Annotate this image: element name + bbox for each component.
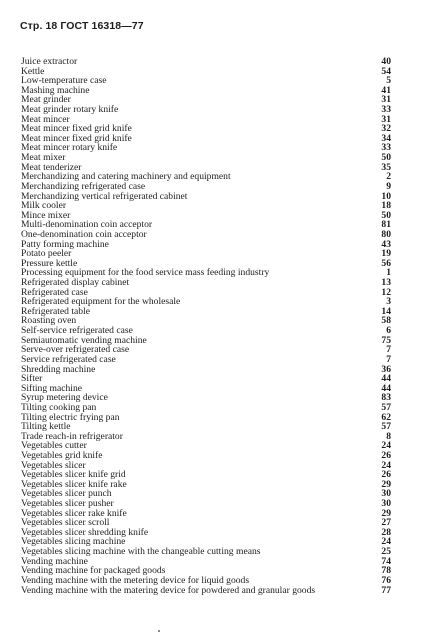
speck-mark	[158, 630, 160, 632]
index-entry	[21, 105, 391, 115]
entry-term: Vegetables slicer knife grid	[21, 469, 126, 481]
entry-page-number: 31	[381, 94, 391, 106]
entry-page-number: 56	[381, 257, 391, 269]
entry-page-number: 3	[386, 296, 391, 308]
entry-term: Vegetables slicer knife rake	[21, 478, 127, 490]
entry-term: Vegetables grid knife	[21, 449, 103, 461]
index-entry	[21, 307, 391, 317]
entry-term: Meat mincer fixed grid knife	[21, 132, 132, 144]
entry-page-number: 7	[386, 344, 391, 356]
entry-page-number: 43	[381, 238, 391, 250]
entry-page-number: 30	[381, 498, 391, 510]
entry-page-number: 8	[386, 430, 391, 442]
entry-term: Meat mincer	[21, 113, 70, 125]
entry-page-number: 29	[381, 478, 391, 490]
entry-term: Processing equipment for the food service mass feeding industry	[21, 267, 270, 279]
entry-page-number: 14	[381, 305, 391, 317]
entry-term: Multi-denomination coin acceptor	[21, 219, 153, 231]
entry-term: Mashing machine	[21, 84, 90, 96]
entry-page-number: 12	[381, 286, 391, 298]
entry-page-number: 40	[381, 56, 391, 67]
entry-page-number: 24	[381, 536, 391, 548]
entry-page-number: 57	[381, 421, 391, 433]
entry-page-number: 5	[386, 75, 391, 87]
entry-term: Roasting oven	[21, 315, 77, 327]
entry-page-number: 10	[381, 190, 391, 202]
entry-page-number: 24	[381, 440, 391, 452]
entry-term: Service refrigerated case	[21, 353, 116, 365]
entry-term: Meat mixer	[21, 152, 66, 164]
entry-page-number: 1	[386, 267, 391, 279]
entry-term: Sifter	[21, 373, 43, 385]
entry-term: Vegetables slicer punch	[21, 488, 112, 500]
entry-term: Mince mixer	[21, 209, 71, 221]
entry-page-number: 34	[381, 132, 391, 144]
index-entry	[21, 201, 391, 211]
entry-term: Serve-over refrigerated case	[21, 344, 130, 356]
entry-term: Tilting kettle	[21, 421, 71, 433]
entry-term: Vegetables slicer pusher	[21, 498, 114, 510]
index-entry	[21, 192, 391, 202]
entry-page-number: 35	[381, 161, 391, 173]
entry-page-number: 78	[381, 565, 391, 577]
entry-page-number: 13	[381, 277, 391, 289]
entry-page-number: 26	[381, 469, 391, 481]
entry-term: Meat tenderizer	[21, 161, 82, 173]
entry-term: Vegetables slicing machine	[21, 536, 126, 548]
entry-page-number: 80	[381, 228, 391, 240]
entry-page-number: 44	[381, 382, 391, 394]
entry-page-number: 2	[386, 171, 391, 183]
entry-term: Milk cooler	[21, 200, 67, 212]
entry-page-number: 7	[386, 353, 391, 365]
entry-page-number: 29	[381, 507, 391, 519]
entry-page-number: 33	[381, 142, 391, 154]
entry-term: Vegetables slicer shredding knife	[21, 526, 149, 538]
entry-term: Vegetables cutter	[21, 440, 87, 452]
entry-term: Potato peeler	[21, 248, 72, 260]
entry-term: Meat grinder rotary knife	[21, 104, 119, 116]
entry-term: Vegetables slicer scroll	[21, 517, 110, 529]
index-entry	[21, 57, 391, 67]
entry-page-number: 6	[386, 325, 391, 337]
entry-term: Sifting machine	[21, 382, 83, 394]
entry-term: Tilting cooking pan	[21, 401, 97, 413]
entry-page-number: 74	[381, 555, 391, 567]
entry-page-number: 50	[381, 152, 391, 164]
entry-term: Shredding machine	[21, 363, 96, 375]
entry-term: Self-service refrigerated case	[21, 325, 133, 337]
index-entry	[21, 365, 391, 375]
entry-page-number: 33	[381, 104, 391, 116]
entry-page-number: 19	[381, 248, 391, 260]
entry-page-number: 77	[381, 584, 391, 596]
entry-page-number: 58	[381, 315, 391, 327]
entry-term: Patty forming machine	[21, 238, 109, 250]
entry-term: Meat mincer fixed grid knife	[21, 123, 132, 135]
entry-term: Vegetables slicer	[21, 459, 86, 471]
entry-term: Meat mincer rotary knife	[21, 142, 118, 154]
entry-page-number: 50	[381, 209, 391, 221]
entry-term: Refrigerated equipment for the wholesale	[21, 296, 181, 308]
entry-page-number: 62	[381, 411, 391, 423]
entry-page-number: 27	[381, 517, 391, 529]
entry-term: Vending machine with the matering device for powdered and granular goods	[21, 584, 316, 596]
entry-page-number: 54	[381, 65, 391, 77]
page-header: Стр. 18 ГОСТ 16318—77	[20, 20, 144, 32]
entry-page-number: 25	[381, 546, 391, 558]
entry-term: Juice extractor	[21, 56, 78, 67]
entry-page-number: 18	[381, 200, 391, 212]
entry-page-number: 9	[386, 180, 391, 192]
entry-page-number: 32	[381, 123, 391, 135]
entry-page-number: 26	[381, 449, 391, 461]
entry-term: Merchandizing refrigerated case	[21, 180, 146, 192]
index-entry	[21, 143, 391, 153]
entry-page-number: 41	[381, 84, 391, 96]
entry-term: Low-temperature case	[21, 75, 107, 87]
entry-term: Refrigerated case	[21, 286, 88, 298]
entry-term: Vegetables slicer rake knife	[21, 507, 127, 519]
entry-term: One-denomination coin acceptor	[21, 228, 147, 240]
entry-page-number: 75	[381, 334, 391, 346]
entry-term: Meat grinder	[21, 94, 71, 106]
index-entry	[21, 413, 391, 423]
entry-term: Merchandizing and catering machinery and equipment	[21, 171, 231, 183]
entry-term: Tilting electric frying pan	[21, 411, 120, 423]
entry-term: Trade reach-in refrigerator	[21, 430, 123, 442]
entry-term: Vegetables slicing machine with the changeable cutting means	[21, 546, 261, 558]
index-entry	[21, 240, 391, 250]
index-entry	[21, 586, 391, 596]
entry-page-number: 44	[381, 373, 391, 385]
entry-term: Vending machine with the metering device for liquid goods	[21, 574, 250, 586]
entry-page-number: 30	[381, 488, 391, 500]
entry-term: Merchandizing vertical refrigerated cabinet	[21, 190, 188, 202]
entry-term: Vending machine	[21, 555, 88, 567]
index-list	[21, 57, 391, 595]
entry-term: Kettle	[21, 65, 45, 77]
index-entry	[21, 86, 391, 96]
entry-term: Refrigerated display cabinet	[21, 277, 130, 289]
entry-page-number: 76	[381, 574, 391, 586]
entry-page-number: 81	[381, 219, 391, 231]
entry-term: Syrup metering device	[21, 392, 108, 404]
entry-page-number: 31	[381, 113, 391, 125]
entry-term: Vending machine for packaged goods	[21, 565, 166, 577]
entry-page-number: 24	[381, 459, 391, 471]
entry-page-number: 57	[381, 401, 391, 413]
entry-term: Semiautomatic vending machine	[21, 334, 147, 346]
entry-page-number: 83	[381, 392, 391, 404]
entry-page-number: 36	[381, 363, 391, 375]
entry-page-number: 28	[381, 526, 391, 538]
entry-term: Refrigerated table	[21, 305, 90, 317]
entry-term: Pressure kettle	[21, 257, 78, 269]
